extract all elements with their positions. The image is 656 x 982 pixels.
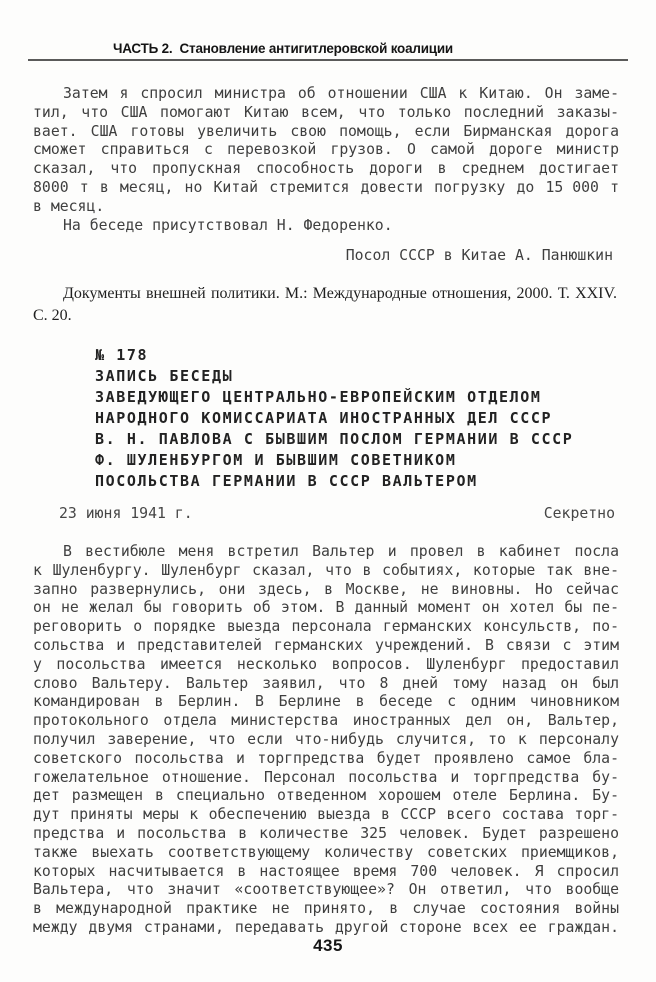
text-line: Ф. ШУЛЕНБУРГОМ И БЫВШИМ СОВЕТНИКОМ bbox=[95, 451, 457, 469]
text-line: тил, что США помогают Китаю всем, что только последний заказы- bbox=[33, 103, 619, 121]
text-line: дет размещен в специально отведенном хорошем отеле Берлина. Бу- bbox=[33, 787, 619, 805]
text-line: вает. США готовы увеличить свою помощь, если Бирманская дорога bbox=[33, 122, 619, 140]
doc-number: № 178 bbox=[95, 346, 149, 364]
text-line: в международной практике не принято, в случае состояния войны bbox=[33, 900, 619, 918]
text-line: ПОСОЛЬСТВА ГЕРМАНИИ В СССР ВАЛЬТЕРОМ bbox=[95, 472, 478, 490]
text-line: слово Вальтеру. Вальтер заявил, что 8 дней тому назад он был bbox=[33, 674, 619, 692]
doc-date: 23 июня 1941 г. bbox=[59, 505, 193, 522]
text-line: запно развернулись, они здесь, в Москве, не виновны. Но сейчас bbox=[33, 580, 619, 598]
text-line: реговорить о порядке выезда персонала германских консульств, по- bbox=[33, 618, 619, 636]
text-line: сказал, что пропускная способность дороги в среднем достигает bbox=[33, 160, 619, 178]
text-line: протокольного отдела министерства иностранных дел он, Вальтер, bbox=[33, 712, 619, 730]
page-number: 435 bbox=[313, 936, 343, 955]
doc178-body bbox=[33, 543, 619, 938]
text-line: В. Н. ПАВЛОВА С БЫВШИМ ПОСЛОМ ГЕРМАНИИ В СССР bbox=[95, 430, 574, 448]
text-line: дут приняты меры к обеспечению выезда в СССР всего состава торг- bbox=[33, 806, 619, 824]
text-line: 8000 т в месяц, но Китай стремится довести погрузку до 15 000 т bbox=[33, 178, 619, 196]
text-line: он не желал бы говорить об этом. В данный момент он хотел бы пе- bbox=[33, 599, 619, 617]
text-line: сольства и представителей германских учреждений. В связи с этим bbox=[33, 636, 619, 654]
text-line: которых насчитывается в настоящее время 700 человек. Я спросил bbox=[33, 862, 619, 880]
classification-label: Секретно bbox=[543, 505, 615, 522]
doc177-source-citation bbox=[33, 283, 617, 326]
text-line: к Шуленбургу. Шуленбург сказал, что в событиях, которые так вне- bbox=[33, 561, 619, 579]
text-line: между двумя странами, передавать другой стороне всех ее граждан. bbox=[33, 918, 619, 936]
text-line: командирован в Берлин. В Берлине в беседе с одним чиновником bbox=[33, 693, 619, 711]
header-rule bbox=[28, 59, 628, 61]
text-line: получил заверение, что если что-нибудь случится, то к персоналу bbox=[33, 730, 619, 748]
text-line: советского посольства и торгпредства будет проявлено самое бла- bbox=[33, 749, 619, 767]
text-line: в месяц. bbox=[33, 197, 105, 215]
doc178-heading bbox=[95, 345, 623, 492]
running-header: ЧАСТЬ 2. Становление антигитлеровской коалиции bbox=[113, 40, 453, 56]
doc178-meta-row bbox=[33, 505, 615, 522]
text-line: также выехать соответствующему количеству советских приемщиков, bbox=[33, 843, 619, 861]
doc177-paragraph bbox=[33, 85, 619, 235]
text-line: у посольства имеется несколько вопросов. Шуленбург предоставил bbox=[33, 655, 619, 673]
text-line: В вестибюле меня встретил Вальтер и провел в кабинет посла bbox=[63, 543, 619, 560]
text-line: С. 20. bbox=[33, 306, 72, 324]
doc177-signature: Посол СССР в Китае А. Панюшкин bbox=[345, 247, 613, 264]
text-line: предства и посольства в количестве 325 человек. Будет разрешено bbox=[33, 824, 619, 842]
doc-title bbox=[95, 366, 623, 492]
text-line: гожелательное отношение. Персонал посольства и торгпредства бу- bbox=[33, 768, 619, 786]
text-line: НАРОДНОГО КОМИССАРИАТА ИНОСТРАННЫХ ДЕЛ СССР bbox=[95, 409, 553, 427]
text-line: Вальтера, что значит «соответствующее»? Он ответил, что вообще bbox=[33, 881, 619, 899]
text-line: Документы внешней политики. М.: Международные отношения, 2000. Т. XXIV. bbox=[63, 285, 617, 302]
text-line: Затем я спросил министра об отношении США к Китаю. Он заме- bbox=[63, 85, 619, 102]
text-line: ЗАВЕДУЮЩЕГО ЦЕНТРАЛЬНО-ЕВРОПЕЙСКИМ ОТДЕЛОМ bbox=[95, 388, 542, 406]
text-line: ЗАПИСЬ БЕСЕДЫ bbox=[95, 367, 234, 385]
text-line: сможет справиться с перевозкой грузов. О самой дороге министр bbox=[33, 141, 619, 159]
text-line: На беседе присутствовал Н. Федоренко. bbox=[63, 216, 393, 234]
